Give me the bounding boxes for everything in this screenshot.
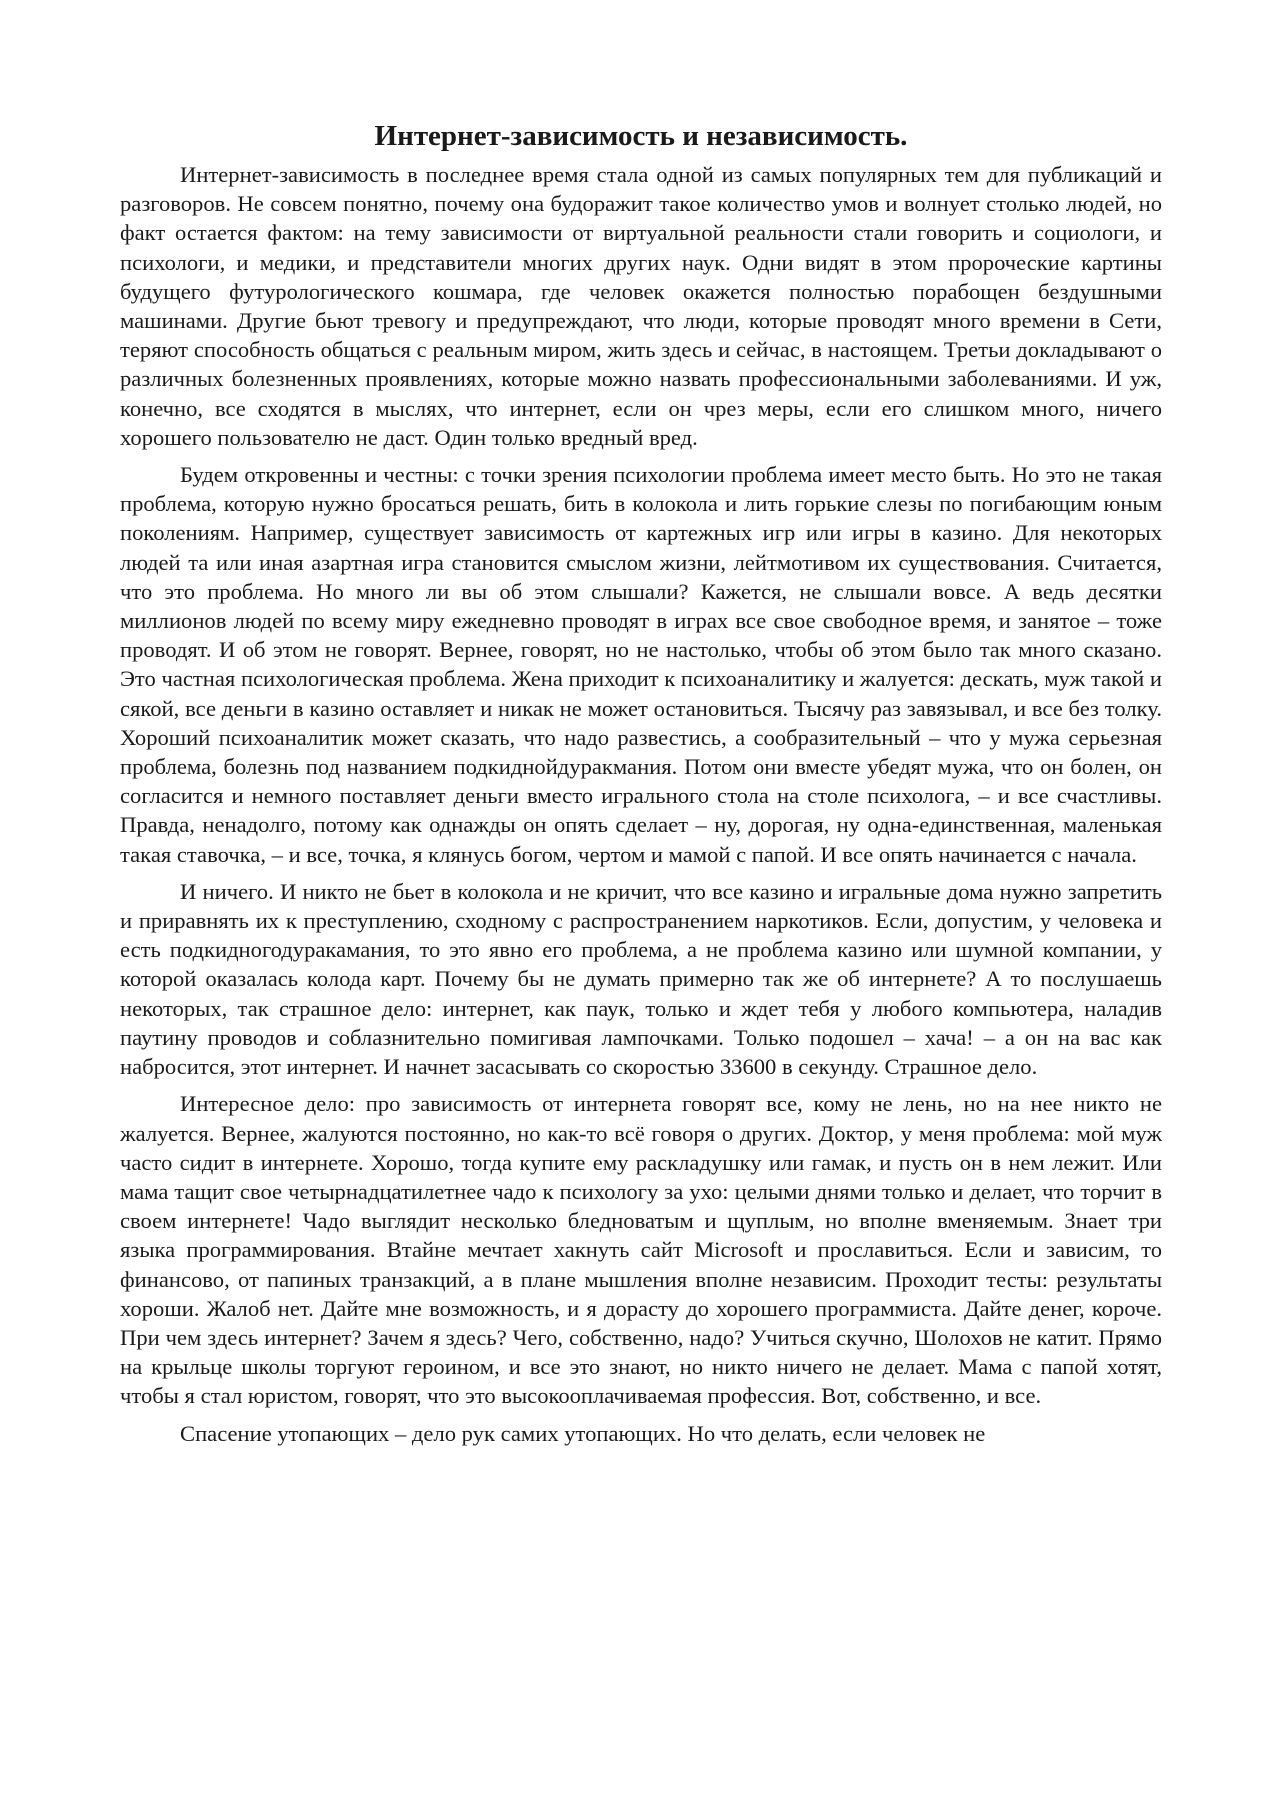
document-page (120, 118, 1162, 1456)
paragraph-1: Интернет-зависимость в последнее время стала одной из самых популярных тем для публикаций и разговоров. Не совсем понятно, почему она будоражит такое количество умов и волнует столько людей, но факт остается фактом: на тему зависимости от виртуальной реальности стали говорить и социологи, и психологи, и медики, и представители многих других наук. Одни видят в этом пророческие картины будущего футурологического кошмара, где человек окажется полностью порабощен бездушными машинами. Другие бьют тревогу и предупреждают, что люди, которые проводят много времени в Сети, теряют способность общаться с реальным миром, жить здесь и сейчас, в настоящем. Третьи докладывают о различных болезненных проявлениях, которые можно назвать профессиональными заболеваниями. И уж, конечно, все сходятся в мыслях, что интернет, если он чрез меры, если его слишком много, ничего хорошего пользователю не даст. Один только вредный вред. (120, 162, 1162, 450)
paragraph-2: Будем откровенны и честны: с точки зрения психологии проблема имеет место быть. Но это не такая проблема, которую нужно бросаться решать, бить в колокола и лить горькие слезы по погибающим юным поколениям. Например, существует зависимость от картежных игр или игры в казино. Для некоторых людей та или иная азартная игра становится смыслом жизни, лейтмотивом их существования. Считается, что это проблема. Но много ли вы об этом слышали? Кажется, не слышали вовсе. А ведь десятки миллионов людей по всему миру ежедневно проводят в играх все свое свободное время, и занятое – тоже проводят. И об этом не говорят. Вернее, говорят, но не настолько, чтобы об этом было так много сказано. Это частная психологическая проблема. Жена приходит к психоаналитику и жалуется: дескать, муж такой и сякой, все деньги в казино оставляет и никак не может остановиться. Тысячу раз завязывал, и все без толку. Хороший психоаналитик может сказать, что надо развестись, а сообразительный – что у мужа серьезная проблема, болезнь под названием подкиднойдуракмания. Потом они вместе убедят мужа, что он болен, он согласится и немного поставляет деньги вместо игрального стола на столе психолога, – и все счастливы. Правда, ненадолго, потому как однажды он опять сделает – ну, дорогая, ну одна-единственная, маленькая такая ставочка, – и все, точка, я клянусь богом, чертом и мамой с папой. И все опять начинается с начала. (120, 462, 1162, 867)
paragraph-5: Спасение утопающих – дело рук самих утопающих. Но что делать, если человек не (180, 1420, 986, 1446)
paragraph-4: Интересное дело: про зависимость от интернета говорят все, кому не лень, но на нее никто не жалуется. Вернее, жалуются постоянно, но как-то всё говоря о других. Доктор, у меня проблема: мой муж часто сидит в интернете. Хорошо, тогда купите ему раскладушку или гамак, и пусть он в нем лежит. Или мама тащит свое четырнадцатилетнее чадо к психологу за ухо: целыми днями только и делает, что торчит в своем интернете! Чадо выглядит несколько бледноватым и щуплым, но вполне вменяемым. Знает три языка программирования. Втайне мечтает хакнуть сайт Microsoft и прославиться. Если и зависим, то финансово, от папиных транзакций, а в плане мышления вполне независим. Проходит тесты: результаты хороши. Жалоб нет. Дайте мне возможность, и я дорасту до хорошего программиста. Дайте денег, короче. При чем здесь интернет? Зачем я здесь? Чего, собственно, надо? Учиться скучно, Шолохов не катит. Прямо на крыльце школы торгуют героином, и все это знают, но никто ничего не делает. Мама с папой хотят, чтобы я стал юристом, говорят, что это высокооплачиваемая профессия. Вот, собственно, и все. (120, 1091, 1162, 1409)
document-title: Интернет-зависимость и независимость. (374, 120, 908, 152)
paragraph-3: И ничего. И никто не бьет в колокола и не кричит, что все казино и игральные дома нужно запретить и приравнять их к преступлению, сходному с распространением наркотиков. Если, допустим, у человека и есть подкидногодуракамания, то это явно его проблема, а не проблема казино или шумной компании, у которой оказалась колода карт. Почему бы не думать примерно так же об интернете? А то послушаешь некоторых, так страшное дело: интернет, как паук, только и ждет тебя у любого компьютера, наладив паутину проводов и соблазнительно помигивая лампочками. Только подошел – хача! – а он на вас как набросится, этот интернет. И начнет засасывать со скоростью 33600 в секунду. Страшное дело. (120, 878, 1162, 1080)
